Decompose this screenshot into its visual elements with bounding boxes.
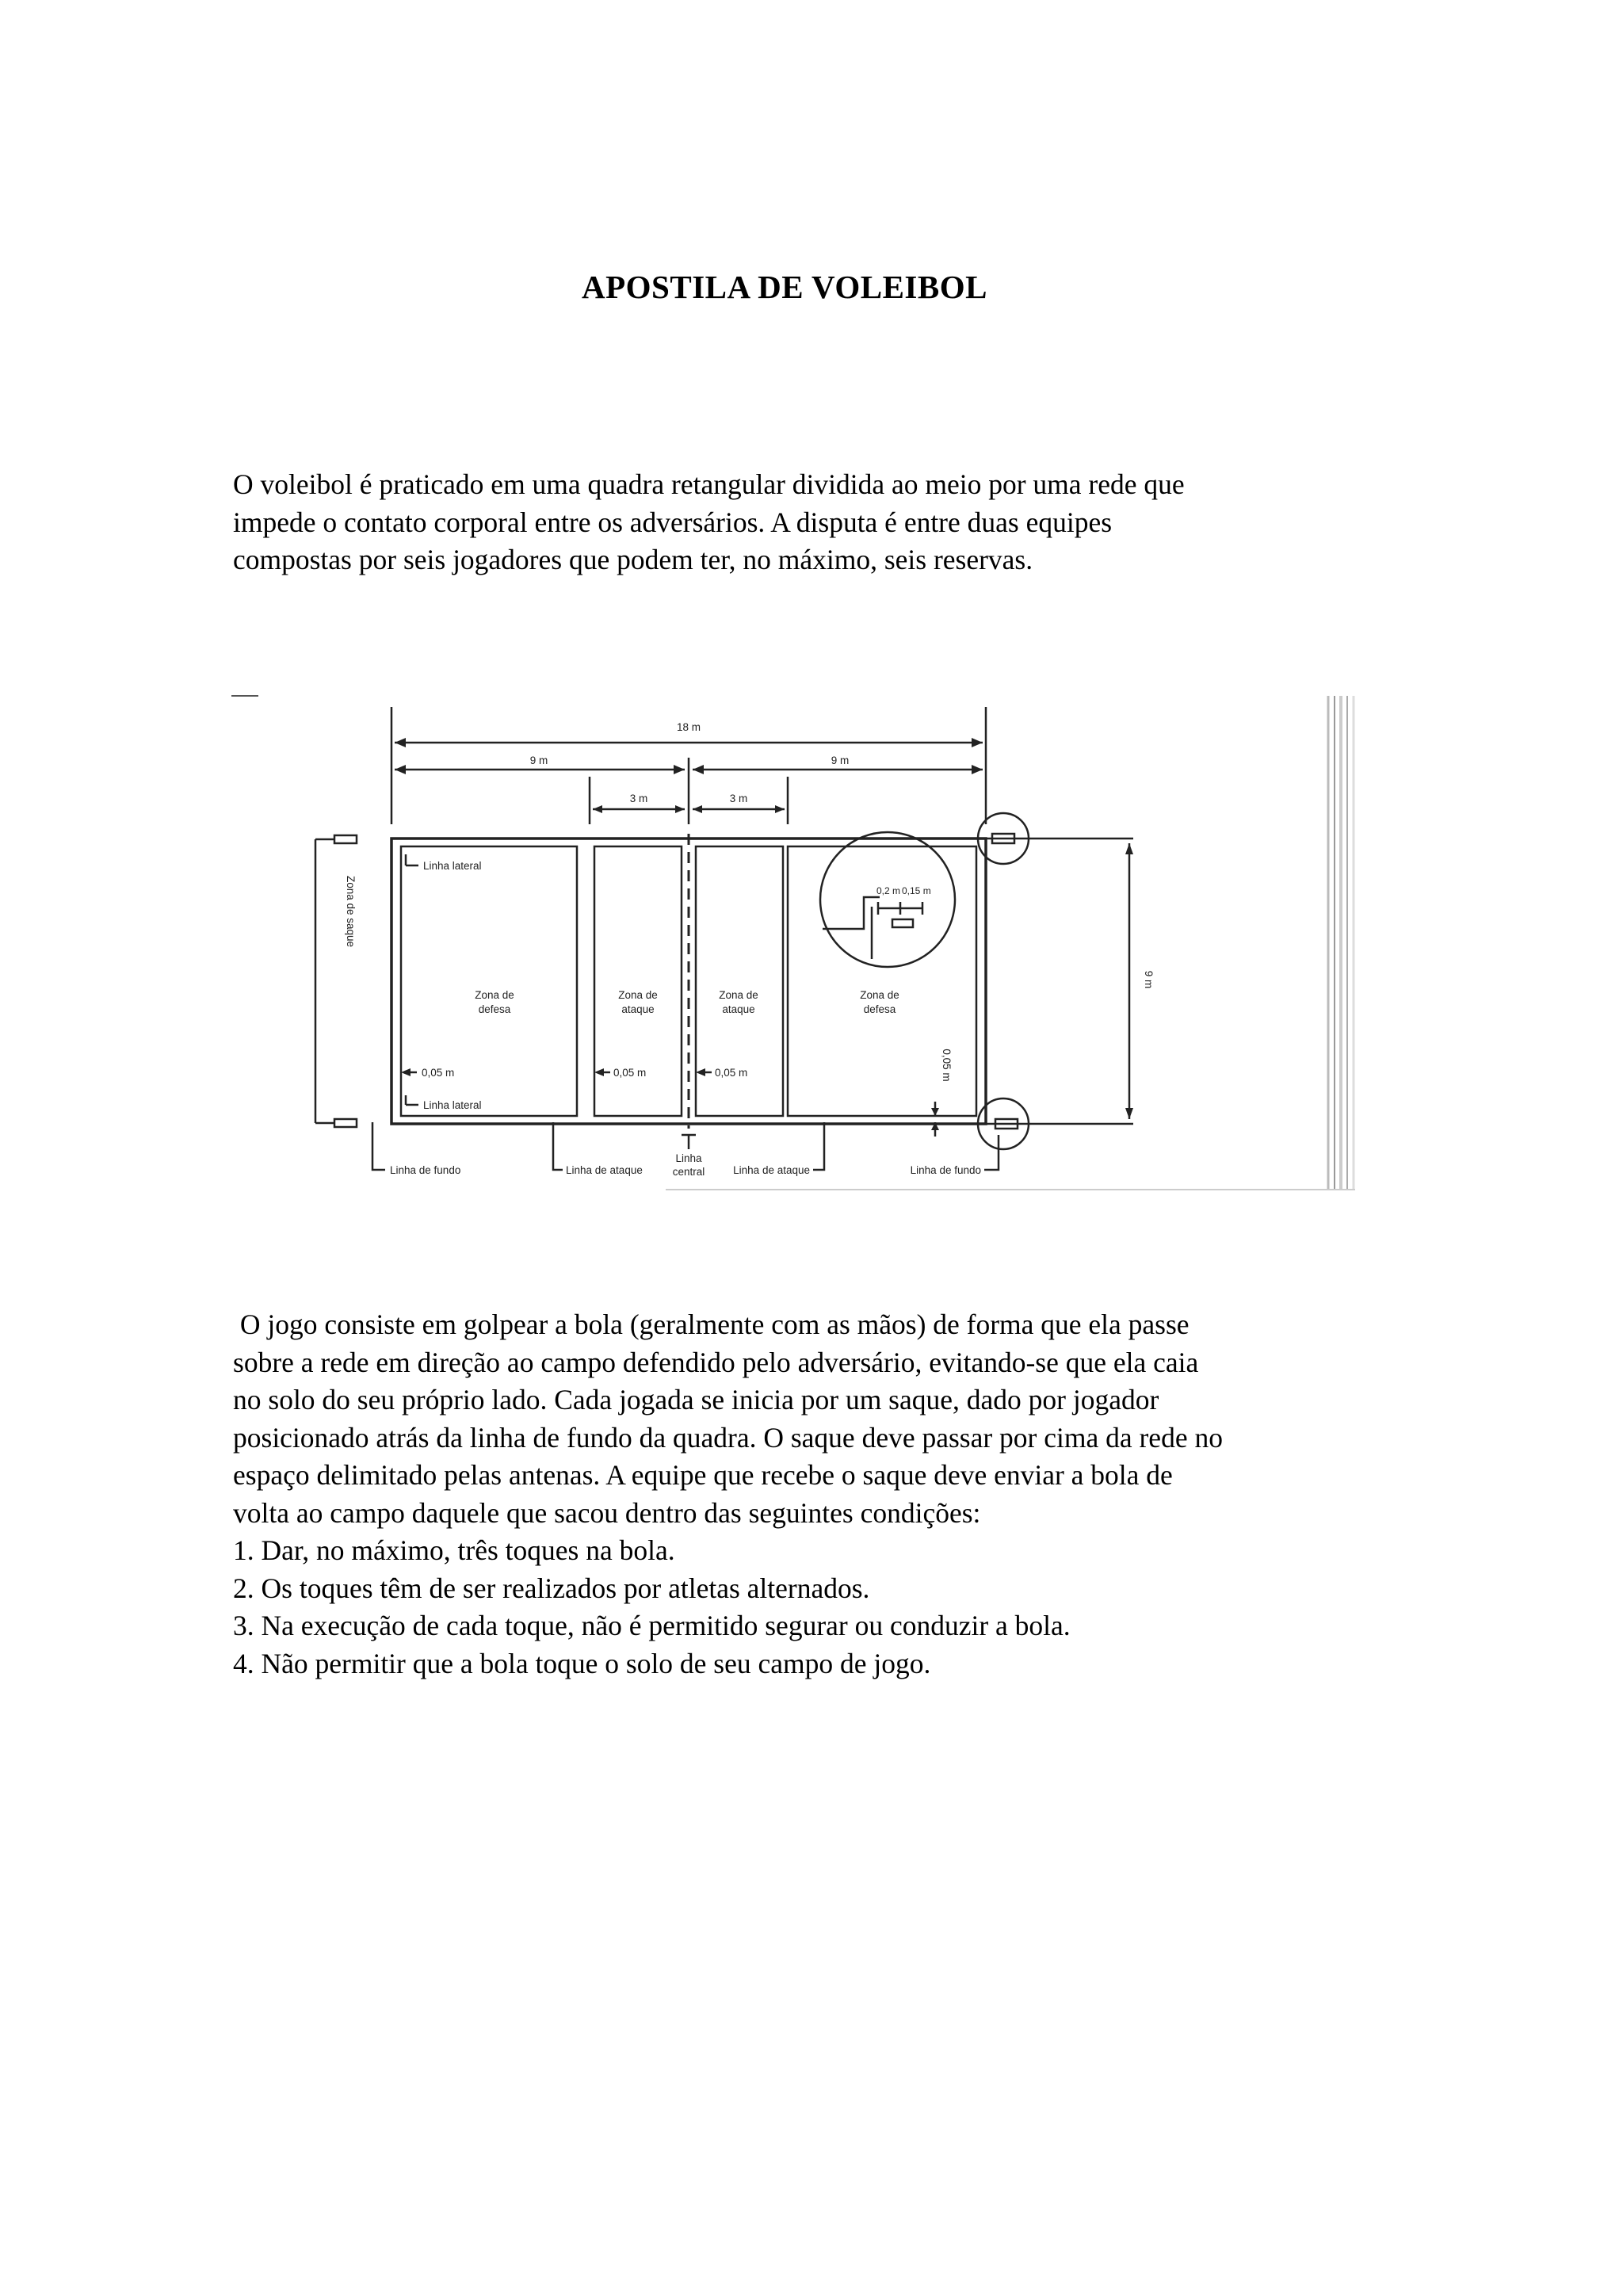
label-linha-central-2: central	[672, 1166, 705, 1178]
label-gap-2: 0,05 m	[613, 1067, 647, 1079]
label-9m-right: 9 m	[831, 755, 850, 766]
label-3m-right: 3 m	[729, 793, 748, 804]
label-linha-central: Linha	[675, 1152, 702, 1164]
intro-line: compostas por seis jogadores que podem ter, no máximo, seis reservas.	[233, 544, 1033, 575]
intro-line: O voleibol é praticado em uma quadra retangular dividida ao meio por uma rede que	[233, 468, 1185, 500]
label-linha-fundo-left: Linha de fundo	[390, 1164, 461, 1176]
label-zona-defesa-left: Zona de	[475, 989, 514, 1001]
intro-paragraph	[233, 466, 1422, 579]
label-zona-ataque-left-2: ataque	[621, 1003, 655, 1015]
label-linha-lateral-bottom: Linha lateral	[423, 1099, 482, 1111]
label-gap-vertical: 0,05 m	[941, 1049, 953, 1082]
label-linha-lateral-top: Linha lateral	[423, 860, 482, 872]
list-item: 4. Não permitir que a bola toque o solo de seu campo de jogo.	[233, 1647, 931, 1679]
label-detail-02: 0,2 m	[876, 885, 901, 896]
document-title: APOSTILA DE VOLEIBOL	[582, 269, 987, 305]
intro-line: impede o contato corporal entre os adversários. A disputa é entre duas equipes	[233, 506, 1113, 538]
label-zona-ataque-right-2: ataque	[722, 1003, 755, 1015]
court-diagram	[222, 682, 1395, 1205]
list-item: 3. Na execução de cada toque, não é permitido segurar ou conduzir a bola.	[233, 1610, 1071, 1641]
body-line: posicionado atrás da linha de fundo da quadra. O saque deve passar por cima da rede no	[233, 1421, 1223, 1454]
label-linha-fundo-right: Linha de fundo	[910, 1164, 981, 1176]
label-zona-defesa-right: Zona de	[860, 989, 899, 1001]
body-line: no solo do seu próprio lado. Cada jogada se inicia por um saque, dado por jogador	[233, 1384, 1159, 1415]
body-line: sobre a rede em direção ao campo defendido pelo adversário, evitando-se que ela caia	[233, 1346, 1199, 1378]
body-paragraph	[233, 1306, 1422, 1683]
label-zona-saque: Zona de saque	[345, 875, 357, 948]
label-linha-ataque-left: Linha de ataque	[566, 1164, 643, 1176]
scan-edge-artifact	[1328, 696, 1354, 1189]
label-18m: 18 m	[676, 721, 701, 733]
label-linha-ataque-right: Linha de ataque	[733, 1164, 810, 1176]
label-width-9m: 9 m	[1143, 970, 1155, 989]
label-3m-left: 3 m	[629, 793, 648, 804]
label-9m-left: 9 m	[529, 755, 548, 766]
label-zona-ataque-left: Zona de	[618, 989, 658, 1001]
body-line: O jogo consiste em golpear a bola (geralmente com as mãos) de forma que ela passe	[233, 1308, 1190, 1340]
list-item: 2. Os toques têm de ser realizados por atletas alternados.	[233, 1572, 870, 1604]
label-detail-015: 0,15 m	[902, 885, 931, 896]
list-item: 1. Dar, no máximo, três toques na bola.	[233, 1534, 675, 1566]
label-gap-3: 0,05 m	[715, 1067, 748, 1079]
label-gap-1: 0,05 m	[422, 1067, 455, 1079]
label-zona-defesa-left-2: defesa	[478, 1003, 511, 1015]
label-zona-ataque-right: Zona de	[719, 989, 758, 1001]
label-zona-defesa-right-2: defesa	[863, 1003, 896, 1015]
body-line: volta ao campo daquele que sacou dentro das seguintes condições:	[233, 1496, 981, 1529]
body-line: espaço delimitado pelas antenas. A equipe que recebe o saque deve enviar a bola de	[233, 1459, 1173, 1491]
